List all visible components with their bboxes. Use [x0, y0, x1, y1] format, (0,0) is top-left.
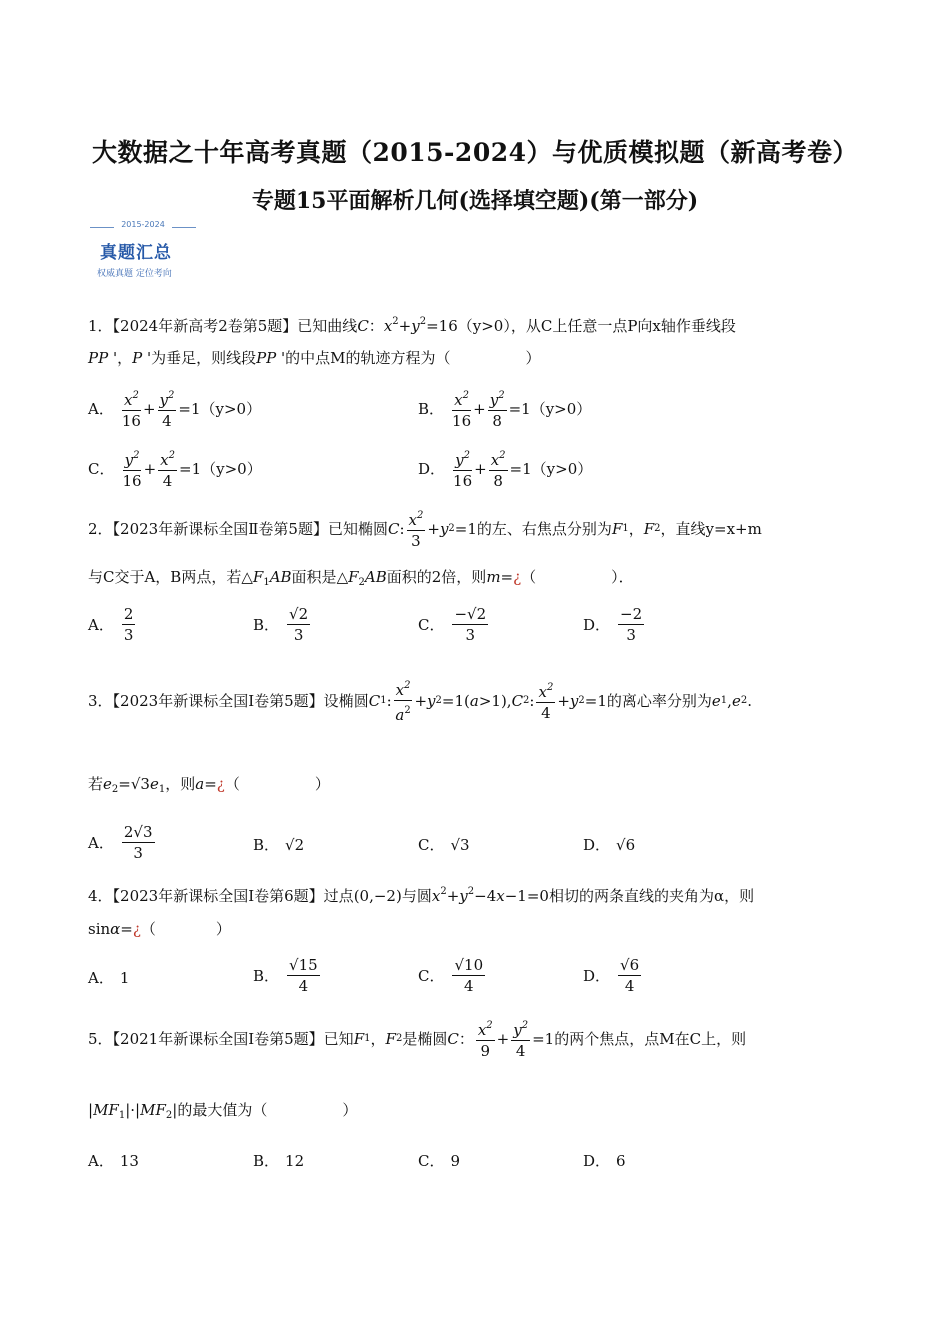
- q5-option-b[interactable]: B． 12: [253, 1152, 305, 1170]
- q4-option-c[interactable]: C． $\frac{√10}{4}$: [418, 956, 484, 995]
- q5-option-d[interactable]: D． 6: [583, 1152, 626, 1170]
- badge-years: 2015-2024: [121, 220, 165, 229]
- question-3-line-2: 若$e_2=√3e_1$，则a=¿（ ）: [88, 775, 330, 795]
- page-title: 大数据之十年高考真题（2015-2024）与优质模拟题（新高考卷）: [91, 138, 859, 167]
- badge-sub: 权威真题 定位考向: [97, 269, 172, 279]
- q4-option-d[interactable]: D． $\frac{√6}{4}$: [583, 956, 640, 995]
- badge-line-right: [172, 227, 196, 228]
- badge-main: 真题汇总: [100, 243, 172, 263]
- question-1-line-1: 1．【2024年新高考2卷第5题】已知曲线C：$x^2+y^2=16(y>0)$，从C上任意一点P向x轴作垂线段: [88, 316, 736, 335]
- question-1-line-2: PP '，P '为垂足，则线段PP '的中点M的轨迹方程为（ ）: [88, 349, 541, 367]
- q1-option-b[interactable]: B． $\frac{x^2}{16}$ + $\frac{y^2}{8}$ =1 （y>0）: [418, 386, 591, 431]
- question-2-line-1: 2．【2023年新课标全国Ⅱ卷第5题】已知椭圆 C : $\frac{x^2}{3}$ + y 2 =1 的左、右焦点分别为 F 1 ， F 2 ，直线y=x+m: [88, 506, 762, 551]
- q5-option-c[interactable]: C． 9: [418, 1152, 461, 1170]
- q4-option-b[interactable]: B． $\frac{√15}{4}$: [253, 956, 318, 995]
- page-subtitle: 专题15平面解析几何(选择填空题)(第一部分): [251, 188, 699, 214]
- question-2-line-2: 与C交于A，B两点，若$\triangle F_1AB$面积是$\triangle F_2AB$面积的2倍，则m=¿（ ）．: [88, 568, 634, 588]
- q2-option-a[interactable]: A． $\frac{2}{3}$: [88, 605, 134, 644]
- question-4-line-1: 4．【2023年新课标全国Ⅰ卷第6题】过点(0,−2)与圆$x^2+y^2-4x-1=0$相切的两条直线的夹角为α，则: [88, 886, 755, 905]
- q5-option-a[interactable]: A． 13: [88, 1152, 139, 1170]
- q1-option-a[interactable]: A． $\frac{x^2}{16}$ + $\frac{y^2}{4}$ =1 （y>0）: [88, 386, 261, 431]
- question-5-line-1: 5．【2021年新课标全国Ⅰ卷第5题】已知 F 1 ， F 2 是椭圆 C ： $\frac{x^2}{9}$ + $\frac{y^2}{4}$ =1 的两个焦点，点M在C上，则: [88, 1016, 746, 1061]
- q3-option-c[interactable]: C． √3: [418, 836, 470, 854]
- q3-option-b[interactable]: B． √2: [253, 836, 305, 854]
- q3-option-d[interactable]: D． √6: [583, 836, 636, 854]
- question-5-line-2: $|MF_1|\cdot|MF_2|$的最大值为（ ）: [88, 1101, 358, 1121]
- q4-option-a[interactable]: A． 1: [88, 969, 130, 987]
- q2-option-b[interactable]: B． $\frac{√2}{3}$: [253, 605, 309, 644]
- q2-option-d[interactable]: D． $\frac{-2}{3}$: [583, 605, 643, 644]
- section-badge: [88, 220, 198, 282]
- q1-option-d[interactable]: D． $\frac{y^2}{16}$ + $\frac{x^2}{8}$ =1 （y>0）: [418, 446, 592, 491]
- question-3-line-1: 3．【2023年新课标全国Ⅰ卷第5题】设椭圆 C 1 : $\frac{x^2}{a^2}$ + y 2 =1( a >1), C 2 : $\frac{x^2}{4}$ + y 2 =1 的离心率分别为 e 1 , e 2 .: [88, 676, 752, 725]
- q2-option-c[interactable]: C． $\frac{-√2}{3}$: [418, 605, 487, 644]
- q1-option-c[interactable]: C． $\frac{y^2}{16}$ + $\frac{x^2}{4}$ =1 （y>0）: [88, 446, 262, 491]
- question-4-line-2: sinα=¿（ ）: [88, 920, 231, 938]
- q3-option-a[interactable]: A． $\frac{2√3}{3}$: [88, 823, 153, 862]
